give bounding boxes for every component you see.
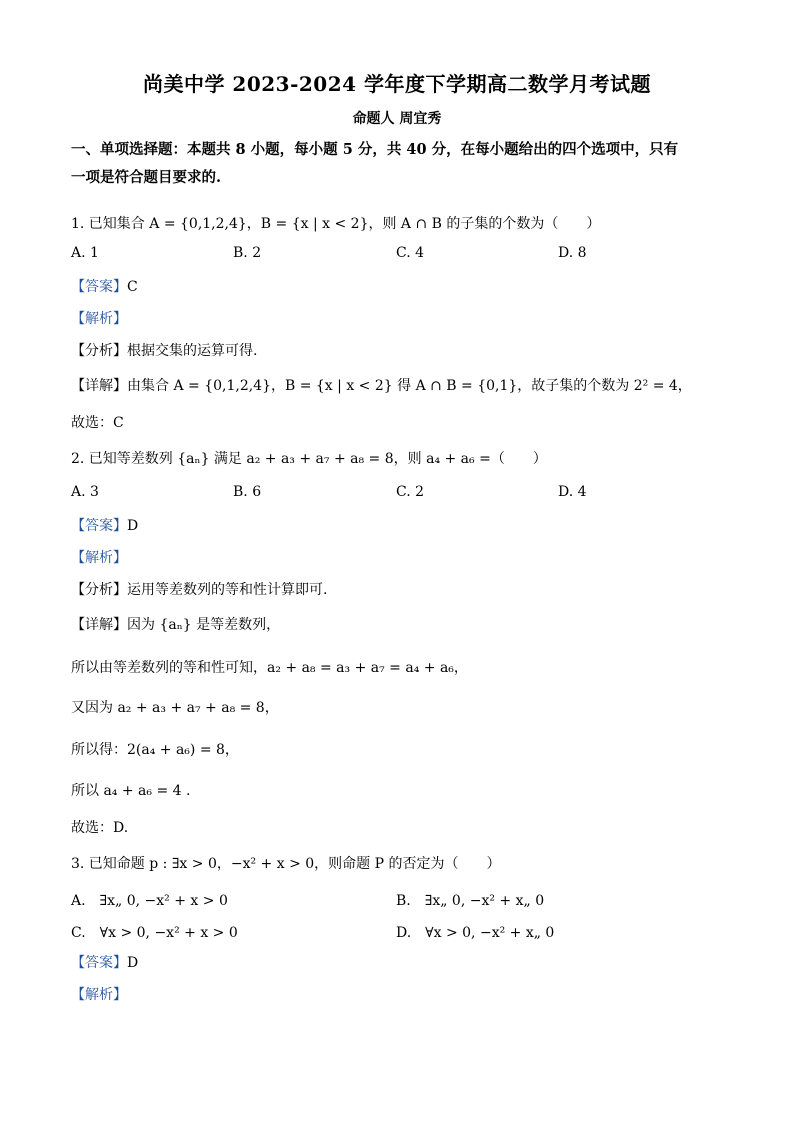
q2-option-a: A. 3 <box>71 484 99 500</box>
detail-tag: 【详解】 <box>71 617 127 633</box>
author-line: 命题人 周宜秀 <box>352 111 442 127</box>
q1-choice: 故选：C <box>71 415 124 431</box>
q2-answer <box>71 515 138 535</box>
fenxi-tag: 【分析】 <box>71 343 127 359</box>
section-heading-line-1: 一、单项选择题：本题共 8 小题，每小题 5 分，共 40 分，在每小题给出的四个选项中，只有 <box>71 141 679 158</box>
section-heading-line-2: 一项是符合题目要求的. <box>71 169 222 186</box>
q1-option-a: A. 1 <box>71 245 99 261</box>
q2-fenxi <box>71 579 327 599</box>
answer-tag: 【答案】 <box>71 279 127 295</box>
answer-value: D <box>127 955 139 971</box>
q3-option-b: B. ∃x„ 0, −x² + x„ 0 <box>396 893 545 909</box>
q3-option-c: C. ∀x > 0, −x² + x > 0 <box>71 925 238 941</box>
q3-answer <box>71 952 138 972</box>
answer-value: C <box>127 279 138 295</box>
q1-fenxi <box>71 340 257 360</box>
q2-option-d: D. 4 <box>558 484 587 500</box>
detail-text: 由集合 A = {0,1,2,4}，B = {x | x < 2} 得 A ∩ B = {0,1}，故子集的个数为 2² = 4， <box>127 378 692 394</box>
q1-option-b: B. 2 <box>233 245 262 261</box>
fenxi-tag: 【分析】 <box>71 582 127 598</box>
q1-answer <box>71 276 138 296</box>
fenxi-text: 运用等差数列的等和性计算即可. <box>127 582 328 598</box>
q3-analysis <box>71 984 127 1004</box>
question-1-stem: 1. 已知集合 A = {0,1,2,4}，B = {x | x < 2}，则 A ∩ B 的子集的个数为（ ） <box>71 216 601 232</box>
q1-analysis <box>71 308 127 328</box>
q1-option-c: C. 4 <box>396 245 425 261</box>
q3-option-d: D. ∀x > 0, −x² + x„ 0 <box>396 925 555 941</box>
answer-tag: 【答案】 <box>71 518 127 534</box>
q1-detail <box>71 375 692 395</box>
section-heading <box>71 136 731 192</box>
detail-tag: 【详解】 <box>71 378 127 394</box>
q2-detail <box>71 614 280 634</box>
q2-analysis <box>71 547 127 567</box>
fenxi-text: 根据交集的运算可得. <box>127 343 258 359</box>
question-3-stem: 3. 已知命题 p : ∃x > 0，−x² + x > 0，则命题 P 的否定为（ ） <box>71 856 501 872</box>
analysis-tag: 【解析】 <box>71 311 127 327</box>
q2-step-2: 又因为 a₂ + a₃ + a₇ + a₈ = 8， <box>71 700 279 716</box>
q2-option-b: B. 6 <box>233 484 262 500</box>
q3-option-a: A. ∃x„ 0, −x² + x > 0 <box>71 893 228 909</box>
q2-choice: 故选：D. <box>71 820 129 836</box>
detail-text: 因为 {aₙ} 是等差数列， <box>127 617 281 633</box>
answer-value: D <box>127 518 139 534</box>
analysis-tag: 【解析】 <box>71 987 127 1003</box>
q2-option-c: C. 2 <box>396 484 425 500</box>
q2-step-1: 所以由等差数列的等和性可知，a₂ + a₈ = a₃ + a₇ = a₄ + a₆， <box>71 660 468 676</box>
page-title: 尚美中学 2023-2024 学年度下学期高二数学月考试题 <box>142 72 652 96</box>
question-2-stem: 2. 已知等差数列 {aₙ} 满足 a₂ + a₃ + a₇ + a₈ = 8，则 a₄ + a₆ =（ ） <box>71 451 547 467</box>
q2-step-3: 所以得：2(a₄ + a₆) = 8， <box>71 742 239 758</box>
analysis-tag: 【解析】 <box>71 550 127 566</box>
answer-tag: 【答案】 <box>71 955 127 971</box>
q2-step-4: 所以 a₄ + a₆ = 4 . <box>71 783 191 799</box>
q1-option-d: D. 8 <box>558 245 587 261</box>
